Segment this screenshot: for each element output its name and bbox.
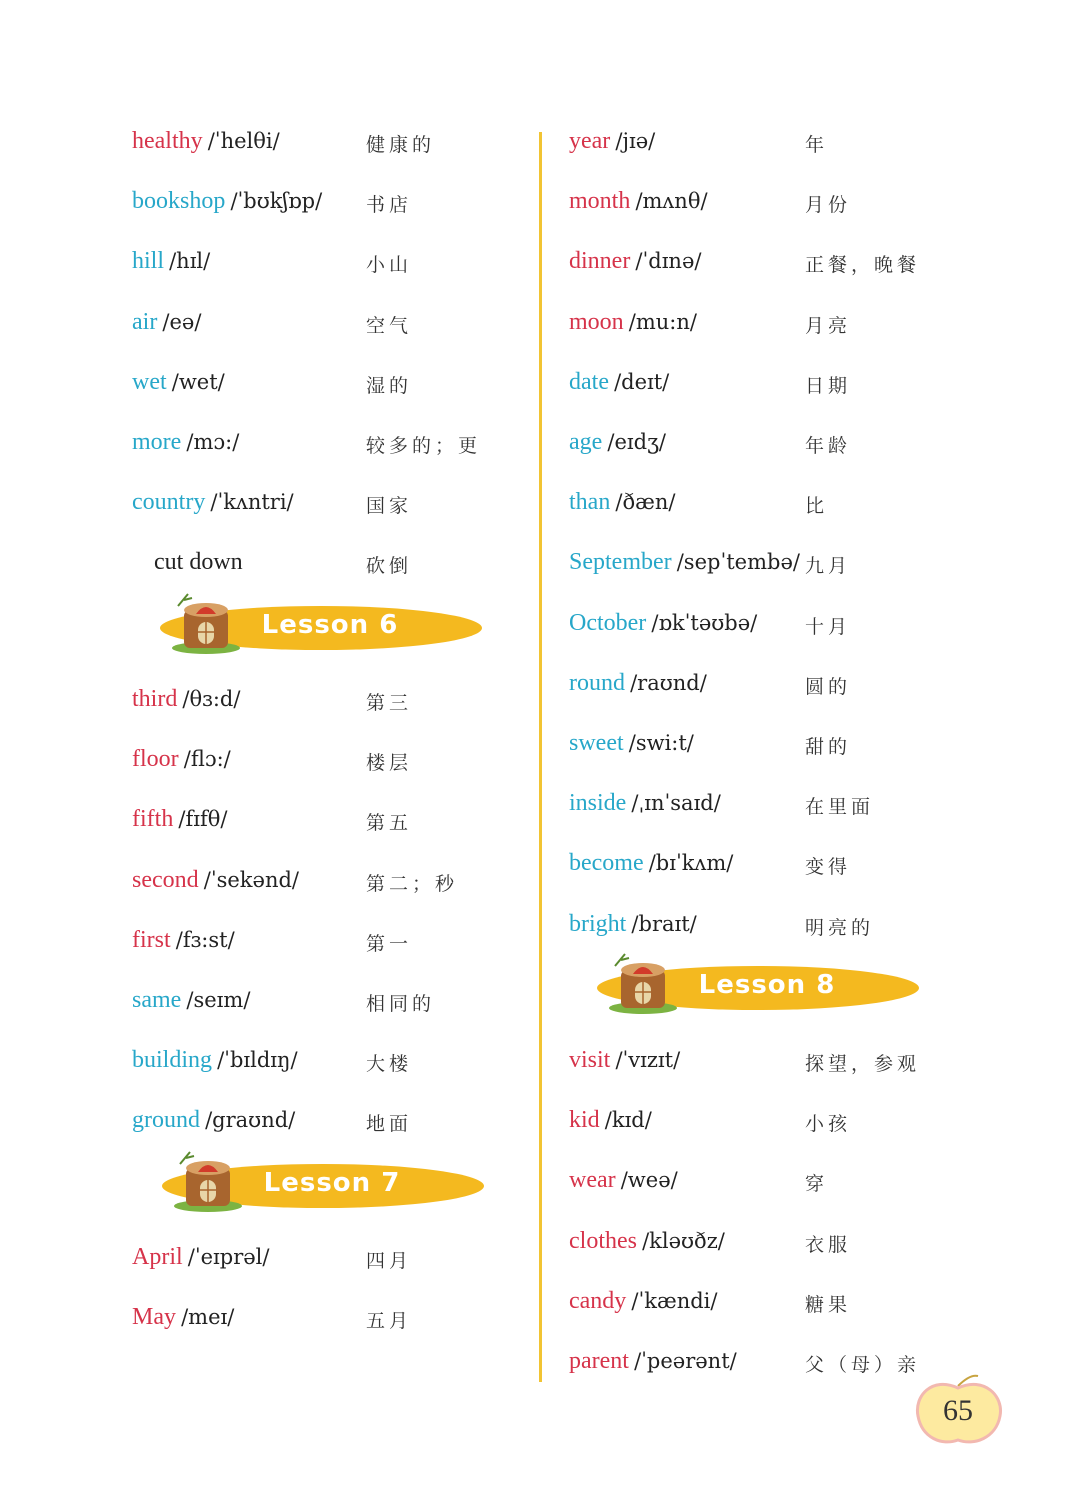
vocab-row: [569, 1047, 680, 1091]
vocab-row: [569, 549, 800, 593]
vocab-meaning: 穿: [805, 1173, 829, 1196]
vocab-phonetic: /θɜ:d/: [182, 687, 241, 711]
vocab-meaning: 父（母）亲: [805, 1354, 921, 1376]
vocab-meaning: 湿的: [366, 374, 413, 397]
vocab-phonetic: /ˈbɪldɪŋ/: [217, 1048, 298, 1073]
lesson-7-banner: [162, 1164, 492, 1212]
vocab-phonetic: /fɪfθ/: [178, 807, 228, 832]
vocab-word: building: [132, 1047, 213, 1074]
vocab-row: [569, 309, 697, 353]
vocab-row: [569, 128, 655, 172]
vocab-row: [132, 549, 243, 593]
vocab-word: bookshop: [132, 188, 226, 215]
vocab-phonetic: /graʊnd/: [205, 1108, 296, 1133]
vocab-word: more: [132, 429, 182, 455]
vocab-row: [569, 429, 666, 473]
lesson-label: Lesson 7: [263, 1168, 401, 1198]
vocab-phonetic: /ˈeɪprəl/: [187, 1245, 270, 1269]
vocab-phonetic: /mu:n/: [628, 309, 697, 334]
vocab-word: country: [132, 489, 206, 516]
vocab-row: [132, 1304, 234, 1348]
vocab-row: [569, 1167, 678, 1211]
vocab-meaning: 大楼: [366, 1053, 413, 1076]
vocab-meaning: 月亮: [805, 314, 852, 337]
vocab-word: hill: [132, 248, 165, 275]
vocab-word: first: [132, 926, 171, 953]
vocab-meaning: 甜的: [805, 736, 852, 758]
vocab-phonetic: /ˈkændi/: [631, 1288, 718, 1313]
vocab-meaning: 第三: [366, 692, 413, 714]
vocab-word: inside: [569, 790, 627, 817]
vocab-meaning: 书店: [366, 194, 413, 217]
vocab-row: [132, 1047, 298, 1091]
vocab-phonetic: /bɪˈkʌm/: [648, 851, 734, 876]
vocab-word: second: [132, 866, 199, 893]
vocab-meaning: 四月: [366, 1250, 413, 1272]
vocab-meaning: 年: [805, 134, 829, 156]
vocab-word: date: [569, 368, 609, 395]
vocab-meaning: 小山: [366, 254, 413, 277]
vocab-word: candy: [569, 1287, 627, 1314]
lesson-6-banner: [160, 606, 490, 654]
vocab-phonetic: /ˈsekənd/: [203, 867, 299, 892]
vocab-phonetic: /weə/: [620, 1168, 678, 1193]
vocab-phonetic: /kləʊðz/: [642, 1228, 725, 1253]
vocab-phonetic: /deɪt/: [614, 369, 670, 394]
vocab-meaning: 小孩: [805, 1113, 852, 1136]
vocab-row: [132, 369, 225, 413]
vocab-phonetic: /mɔ:/: [186, 430, 240, 454]
vocab-row: [132, 128, 280, 172]
vocab-row: [569, 1288, 717, 1332]
vocab-row: [569, 1107, 652, 1151]
vocab-meaning: 较多的；更: [366, 435, 482, 457]
vocab-phonetic: /ɒkˈtəʊbə/: [651, 610, 758, 635]
vocab-word: clothes: [569, 1227, 637, 1254]
vocab-phonetic: /ˈpeərənt/: [634, 1349, 737, 1373]
vocab-phonetic: /ˈhelθi/: [207, 129, 280, 153]
vocab-row: [569, 730, 694, 774]
vocab-meaning: 衣服: [805, 1233, 852, 1256]
lesson-label: Lesson 6: [261, 610, 399, 640]
vocab-row: [132, 309, 201, 353]
vocab-phonetic: /flɔ:/: [183, 747, 231, 772]
vocab-row: [132, 489, 294, 533]
vocab-phonetic: /kɪd/: [604, 1108, 652, 1133]
vocab-meaning: 圆的: [805, 675, 852, 698]
tree-stump-house-icon: [170, 592, 242, 654]
vocab-word: month: [569, 188, 631, 215]
vocab-phonetic: /eɪdʒ/: [607, 430, 666, 454]
page-number: 65: [943, 1394, 973, 1427]
vocab-phonetic: /ðæn/: [615, 490, 676, 515]
vocab-meaning: 正餐，晚餐: [805, 254, 921, 277]
vocab-row: [132, 429, 239, 473]
vocab-row: [132, 867, 299, 911]
vocab-meaning: 在里面: [805, 796, 875, 819]
vocab-word: wear: [569, 1167, 616, 1194]
vocab-word: wet: [132, 368, 167, 395]
vocab-row: [132, 188, 322, 232]
lesson-8-banner: [597, 966, 927, 1014]
vocab-word: October: [569, 609, 647, 636]
vocab-row: [569, 850, 733, 894]
vocab-word: parent: [569, 1348, 629, 1374]
vocab-phonetic: /sepˈtembə/: [676, 550, 800, 575]
vocab-row: [569, 670, 707, 714]
vocab-phonetic: /mʌnθ/: [635, 189, 708, 214]
vocab-meaning: 明亮的: [805, 916, 875, 939]
vocab-meaning: 五月: [366, 1310, 413, 1333]
vocab-phonetic: /raʊnd/: [630, 670, 707, 695]
vocab-phonetic: /eə/: [162, 309, 202, 334]
vocab-phonetic: /jɪə/: [615, 129, 656, 153]
vocab-row: [569, 1228, 725, 1272]
tree-stump-house-icon: [607, 952, 679, 1014]
vocab-word: September: [569, 549, 672, 576]
vocab-meaning: 空气: [366, 314, 413, 337]
vocab-phonetic: /braɪt/: [631, 911, 697, 936]
vocab-word: third: [132, 686, 178, 712]
vocab-meaning: 健康的: [366, 134, 436, 156]
vocab-word: kid: [569, 1107, 600, 1134]
vocab-phonetic: /seɪm/: [186, 988, 251, 1012]
vocab-word: visit: [569, 1047, 611, 1073]
vocab-word: than: [569, 489, 611, 516]
vocab-word: air: [132, 308, 158, 335]
vocab-phonetic: /ˈkʌntri/: [210, 490, 294, 515]
vocab-phonetic: /wet/: [171, 369, 225, 394]
vocab-row: [569, 369, 669, 413]
vocab-word: same: [132, 987, 182, 1013]
vocab-word: moon: [569, 308, 624, 335]
vocab-row: [569, 248, 701, 292]
vocab-meaning: 糖果: [805, 1293, 852, 1316]
vocab-row: [132, 806, 227, 850]
vocab-meaning: 楼层: [366, 752, 413, 775]
vocab-word: ground: [132, 1107, 200, 1134]
vocab-row: [132, 248, 210, 292]
vocab-word: year: [569, 128, 611, 154]
vocab-word: age: [569, 429, 603, 455]
vocab-meaning: 变得: [805, 856, 852, 879]
vocab-meaning: 日期: [805, 374, 852, 397]
tree-stump-house-icon: [172, 1150, 244, 1212]
vocab-meaning: 比: [805, 495, 829, 518]
vocab-word: cut down: [154, 549, 243, 576]
vocab-word: May: [132, 1304, 176, 1331]
vocab-phonetic: /ˈbʊkʃɒp/: [230, 189, 323, 214]
vocab-row: [132, 746, 231, 790]
vocab-row: [569, 188, 708, 232]
vocab-word: dinner: [569, 248, 631, 275]
vocab-row: [569, 489, 675, 533]
vocab-row: [132, 987, 250, 1031]
vocab-word: fifth: [132, 806, 174, 833]
vocab-word: round: [569, 669, 625, 696]
vocab-meaning: 月份: [805, 194, 852, 217]
vocab-meaning: 国家: [366, 495, 413, 518]
vocab-row: [132, 1244, 269, 1288]
vocab-meaning: 第二；秒: [366, 872, 459, 895]
vocab-word: floor: [132, 746, 179, 773]
vocab-phonetic: /ˈdɪnə/: [635, 249, 702, 274]
vocab-word: become: [569, 850, 644, 877]
vocab-phonetic: /swi:t/: [628, 731, 694, 755]
vocab-phonetic: /ˌɪnˈsaɪd/: [631, 791, 721, 816]
vocab-meaning: 十月: [805, 615, 852, 638]
column-divider: [539, 132, 542, 1382]
vocab-meaning: 第五: [366, 812, 413, 835]
vocab-meaning: 地面: [366, 1113, 413, 1136]
vocab-phonetic: /hɪl/: [169, 249, 211, 274]
vocab-meaning: 第一: [366, 932, 413, 955]
vocab-row: [569, 911, 697, 955]
vocab-meaning: 相同的: [366, 993, 436, 1015]
vocab-word: April: [132, 1244, 183, 1270]
vocab-row: [569, 790, 721, 834]
vocab-row: [569, 1348, 737, 1392]
vocab-row: [132, 1107, 295, 1151]
vocab-phonetic: /fɜ:st/: [175, 927, 235, 952]
vocab-word: healthy: [132, 128, 203, 154]
vocab-row: [132, 927, 235, 971]
vocab-row: [569, 610, 757, 654]
vocab-meaning: 探望，参观: [805, 1053, 921, 1075]
vocab-word: bright: [569, 910, 627, 937]
lesson-label: Lesson 8: [698, 970, 836, 1000]
vocab-meaning: 九月: [805, 555, 852, 578]
vocab-word: sweet: [569, 730, 624, 756]
vocab-row: [132, 686, 240, 730]
vocab-phonetic: /ˈvɪzɪt/: [615, 1048, 681, 1072]
vocab-meaning: 砍倒: [366, 555, 413, 578]
vocab-meaning: 年龄: [805, 435, 852, 457]
vocab-phonetic: /meɪ/: [181, 1305, 235, 1330]
